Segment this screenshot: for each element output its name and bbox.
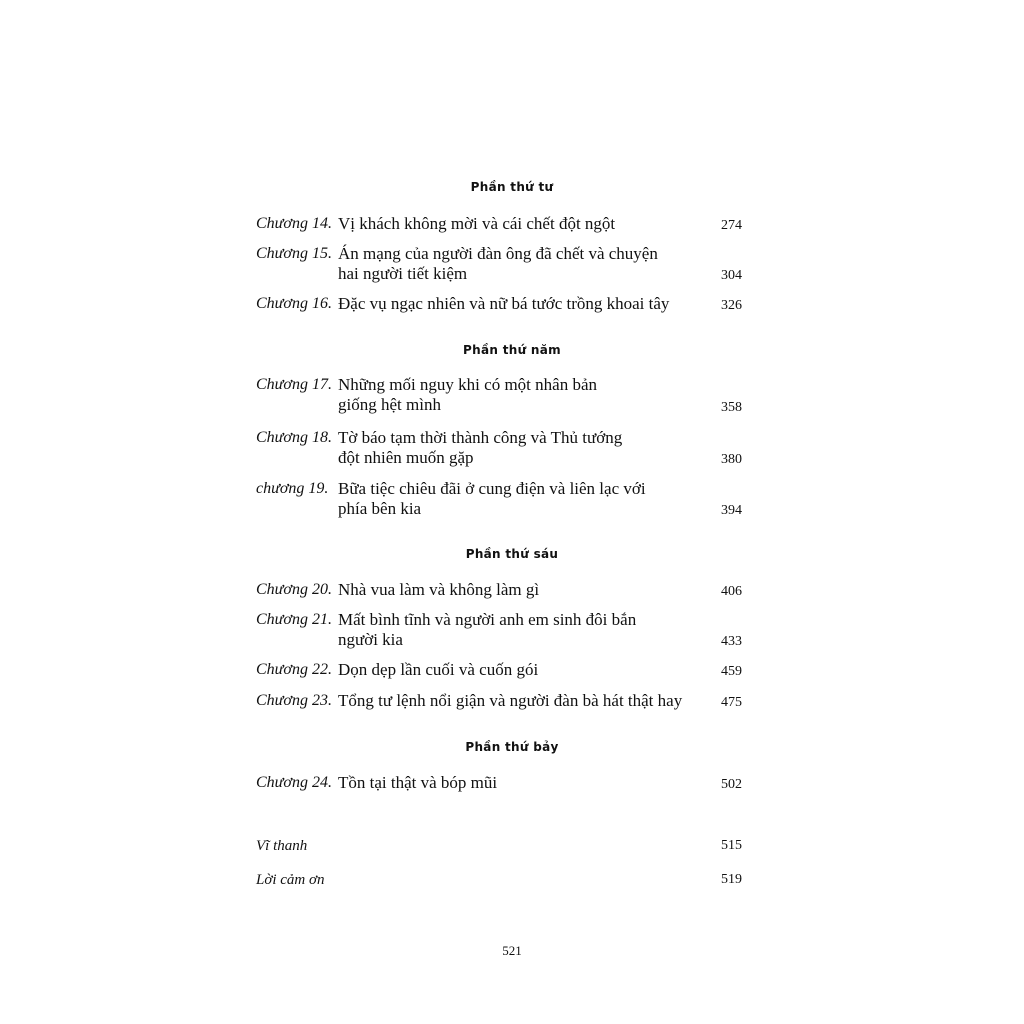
chapter-title <box>338 214 708 234</box>
chapter-title-line: đột nhiên muốn gặp <box>338 448 474 467</box>
page-number: 433 <box>721 634 742 649</box>
chapter-title <box>338 773 708 793</box>
chapter-label: Chương 17. <box>256 376 332 393</box>
chapter-title-line: Dọn dẹp lần cuối và cuốn gói <box>338 660 539 679</box>
page-number: 502 <box>721 777 742 792</box>
chapter-label: Chương 23. <box>256 692 332 709</box>
folio-page-number: 521 <box>502 943 522 958</box>
chapter-title-line: Án mạng của người đàn ông đã chết và chuyện <box>338 244 658 263</box>
chapter-title <box>338 660 708 680</box>
chapter-title <box>338 375 708 415</box>
chapter-title-line: Bữa tiệc chiêu đãi ở cung điện và liên lạc với <box>338 479 646 498</box>
chapter-title-line: Đặc vụ ngạc nhiên và nữ bá tước trồng khoai tây <box>338 294 670 313</box>
chapter-title-line: Vị khách không mời và cái chết đột ngột <box>338 214 616 233</box>
epilogue-label: Vĩ thanh <box>256 838 308 854</box>
chapter-label: chương 19. <box>256 480 329 497</box>
chapter-title-line: Mất bình tĩnh và người anh em sinh đôi bắn <box>338 610 637 629</box>
page-number: 459 <box>721 664 742 679</box>
page-number: 519 <box>721 872 742 887</box>
page-number: 515 <box>721 838 742 853</box>
chapter-title <box>338 610 708 650</box>
chapter-title <box>338 479 708 519</box>
page-number: 326 <box>721 298 742 313</box>
page-number: 358 <box>721 400 742 415</box>
chapter-title <box>338 428 708 468</box>
chapter-label: Chương 15. <box>256 245 332 262</box>
chapter-title <box>338 691 708 711</box>
chapter-title <box>338 244 708 284</box>
chapter-title-line: người kia <box>338 630 403 649</box>
chapter-title-line: Nhà vua làm và không làm gì <box>338 580 540 599</box>
acknowledgements-label: Lời cảm ơn <box>256 872 325 888</box>
page-number: 394 <box>721 503 742 518</box>
chapter-title-line: Tờ báo tạm thời thành công và Thủ tướng <box>338 428 623 447</box>
part-title-7: Phần thứ bảy <box>465 740 559 754</box>
chapter-label: Chương 22. <box>256 661 332 678</box>
chapter-title-line: phía bên kia <box>338 499 422 518</box>
chapter-title-line: Tổng tư lệnh nổi giận và người đàn bà hát thật hay <box>338 691 683 710</box>
chapter-label: Chương 14. <box>256 215 332 232</box>
part-title-4: Phần thứ tư <box>470 180 554 194</box>
chapter-title-line: hai người tiết kiệm <box>338 264 468 283</box>
part-title-5: Phần thứ năm <box>463 343 561 357</box>
page-number: 475 <box>721 695 742 710</box>
page-number: 304 <box>721 268 742 283</box>
chapter-title-line: Những mối nguy khi có một nhân bản <box>338 375 597 394</box>
chapter-label: Chương 18. <box>256 429 332 446</box>
chapter-label: Chương 20. <box>256 581 332 598</box>
chapter-label: Chương 21. <box>256 611 332 628</box>
part-title-6: Phần thứ sáu <box>465 547 559 561</box>
chapter-title <box>338 580 708 600</box>
chapter-label: Chương 24. <box>256 774 332 791</box>
chapter-title <box>338 294 708 314</box>
page-number: 380 <box>721 452 742 467</box>
chapter-title-line: giống hệt mình <box>338 395 441 414</box>
page-number: 406 <box>721 584 742 599</box>
page-number: 274 <box>721 218 742 233</box>
chapter-label: Chương 16. <box>256 295 332 312</box>
chapter-title-line: Tồn tại thật và bóp mũi <box>338 773 498 792</box>
